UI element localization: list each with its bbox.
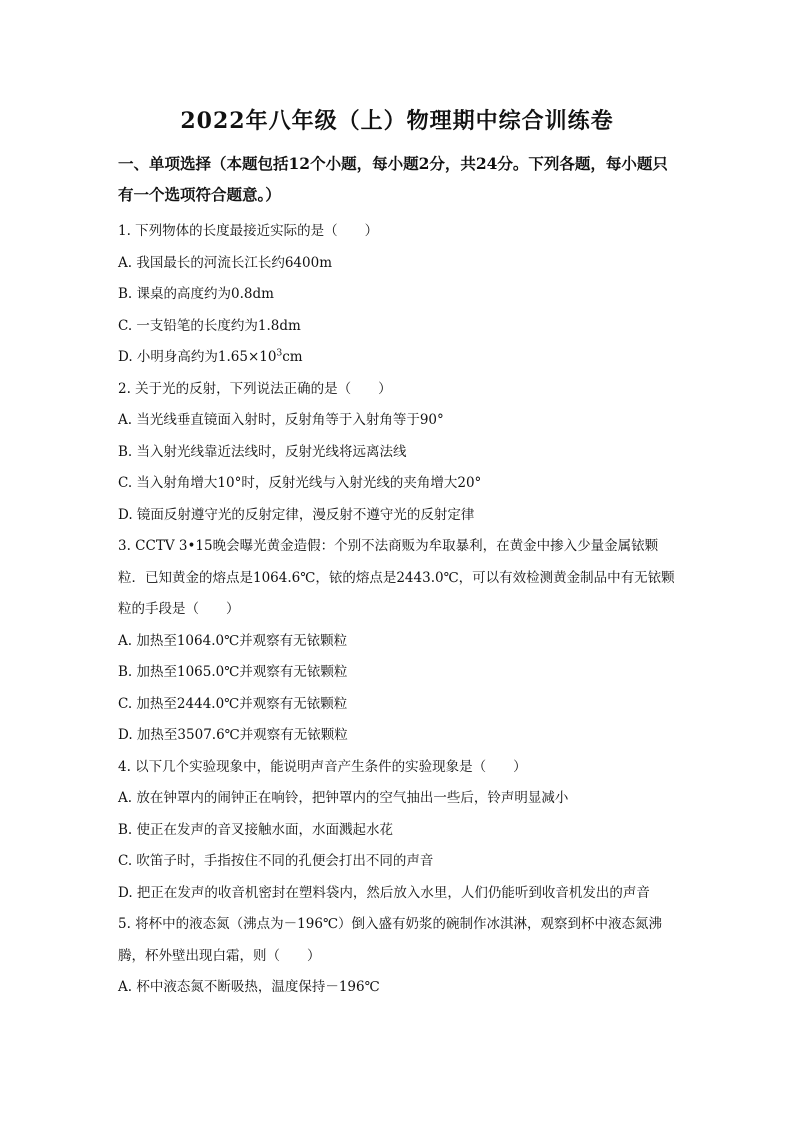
question-3-option-b: B. 加热至1065.0℃并观察有无铱颗粒	[118, 664, 348, 680]
question-4-option-a: A. 放在钟罩内的闹钟正在响铃，把钟罩内的空气抽出一些后，铃声明显减小	[118, 790, 569, 806]
question-1-option-b: B. 课桌的高度约为0.8dm	[118, 286, 274, 302]
question-1-option-a: A. 我国最长的河流长江长约6400m	[118, 254, 332, 271]
question-2-option-a: A. 当光线垂直镜面入射时，反射角等于入射角等于90°	[118, 412, 444, 428]
question-3-option-d: D. 加热至3507.6℃并观察有无铱颗粒	[118, 727, 348, 743]
section-heading: 一、单项选择（本题包括12个小题，每小题2分，共24分。下列各题，每小题只有一个选项符合题意。）	[118, 154, 668, 204]
question-1-option-c: C. 一支铅笔的长度约为1.8dm	[118, 317, 301, 334]
question-5-option-a: A. 杯中液态氮不断吸热，温度保持－196℃	[118, 979, 380, 995]
question-3-option-a: A. 加热至1064.0℃并观察有无铱颗粒	[118, 632, 348, 649]
question-3-stem: 3. CCTV 3•15晚会曝光黄金造假：个别不法商贩为牟取暴利，在黄金中掺入少量金属铱颗粒．已知黄金的熔点是1064.6℃，铱的熔点是2443.0℃，可以有效检测黄金制品中有无铱颗粒的手段是（ ）	[118, 538, 675, 617]
question-2-option-c: C. 当入射角增大10°时，反射光线与入射光线的夹角增大20°	[118, 475, 482, 491]
question-4-option-d: D. 把正在发声的收音机密封在塑料袋内，然后放入水里，人们仍能听到收音机发出的声音	[118, 884, 650, 901]
question-5-stem: 5. 将杯中的液态氮（沸点为－196℃）倒入盛有奶浆的碗制作冰淇淋，观察到杯中液态氮沸腾，杯外壁出现白霜，则（ ）	[118, 916, 663, 964]
question-1-stem: 1. 下列物体的长度最接近实际的是（ ）	[118, 223, 379, 239]
question-4-stem: 4. 以下几个实验现象中，能说明声音产生条件的实验现象是（ ）	[118, 758, 527, 775]
question-4-option-c: C. 吹笛子时，手指按住不同的孔便会打出不同的声音	[118, 853, 434, 869]
question-2-option-b: B. 当入射光线靠近法线时，反射光线将远离法线	[118, 443, 407, 460]
question-3-option-c: C. 加热至2444.0℃并观察有无铱颗粒	[118, 695, 348, 712]
question-2-option-d: D. 镜面反射遵守光的反射定律，漫反射不遵守光的反射定律	[118, 506, 475, 523]
question-2-stem: 2. 关于光的反射，下列说法正确的是（ ）	[118, 380, 392, 397]
page-title: 2022年八年级（上）物理期中综合训练卷	[180, 108, 614, 134]
question-1-option-d: D. 小明身高约为$1.65\times 10^3cm$	[118, 348, 303, 365]
question-list	[118, 216, 678, 1004]
question-4-option-b: B. 使正在发声的音叉接触水面，水面溅起水花	[118, 821, 394, 838]
